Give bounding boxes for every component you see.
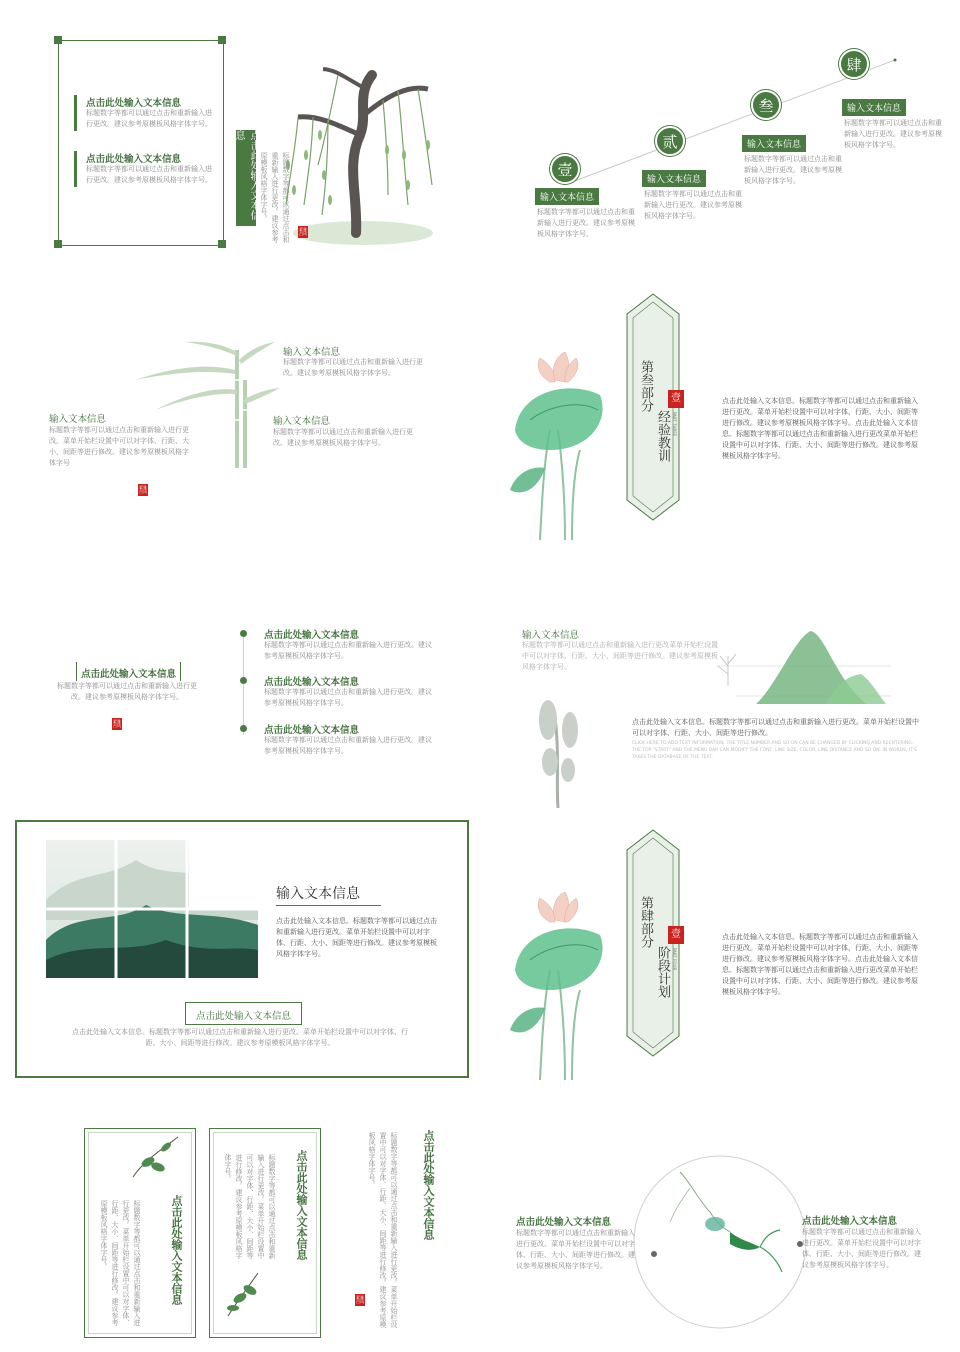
item-bar-2 (74, 151, 77, 187)
item-title-2: 点击此处输入文本信息 (86, 154, 182, 165)
section-part: 第肆部分 (638, 896, 653, 948)
step-num-2: 贰 (655, 126, 685, 156)
item-body-2: 标题数字等都可以通过点击和重新输入进行更改。建议参考原模板风格字体字号。 (264, 688, 432, 707)
red-seal: 素雅古风 (356, 1295, 364, 1304)
corner-br (218, 240, 226, 248)
item-title-2: 点击此处输入文本信息 (264, 677, 360, 688)
step-num-3: 叁 (751, 90, 781, 120)
text-a-title: 输入文本信息 (283, 347, 341, 358)
leaf-sprig-illustration (218, 1268, 273, 1318)
mountain-illustration (716, 626, 896, 706)
leaf-sprig-illustration (128, 1132, 183, 1182)
section-name: 阶段计划 (655, 946, 670, 998)
dot-1 (240, 630, 247, 637)
step-num-4: 肆 (839, 49, 869, 79)
slide-7 (0, 810, 480, 1080)
red-seal: 素雅古风 (299, 227, 307, 236)
card-2-title: 点击此处输入文本信息 (295, 1150, 308, 1260)
dot-2 (240, 677, 247, 684)
body: 点击此处输入文本信息。标题数字等都可以通过点击和重新输入进行更改。菜单开始栏设置中可以对字体、行距、大小、间距等进行修改。建议参考原模板风格字体字号。 (276, 917, 437, 958)
lotus-illustration (510, 890, 620, 1080)
slide-5 (0, 540, 480, 810)
item-bar-1 (74, 95, 77, 131)
left-title-box (76, 662, 181, 681)
step-body-3: 标题数字等都可以通过点击和重新输入进行更改。建议参考原模板风格字体字号。 (744, 155, 842, 185)
corner-tl (54, 36, 62, 44)
slide-4 (480, 270, 960, 540)
center-button[interactable] (185, 1002, 302, 1025)
section-en: PART THREE (672, 412, 677, 437)
section-name: 经验教训 (655, 410, 670, 462)
item-body-2: 标题数字等都可以通过点击和重新输入进行更改。建议参考原模板风格字体字号。 (86, 165, 212, 184)
vertical-body: 标题数字等都可以通过点击和重新输入进行更改。建议参考原模板风格字体字号。 (260, 152, 290, 243)
section-badge: 壹 (668, 926, 684, 944)
willow-tree-illustration (268, 55, 448, 255)
slide-8 (480, 810, 960, 1080)
step-num-1: 壹 (550, 154, 580, 184)
column-body: 标题数字等都可以通过点击和重新输入进行更改。菜单开始栏设置中可以对字体、行距、大小、间距等进行修改。建议参考原模板风格字体字号。 (368, 1132, 398, 1328)
step-body-4: 标题数字等都可以通过点击和重新输入进行更改。建议参考原模板风格字体字号。 (844, 119, 942, 149)
red-seal: 素雅古风 (139, 485, 147, 494)
timeline-vertical (243, 635, 244, 735)
frame (58, 40, 224, 246)
left-title: 点击此处输入文本信息 (81, 669, 177, 680)
corner-tr (218, 36, 226, 44)
landscape-grid (46, 840, 258, 978)
item-body-1: 标题数字等都可以通过点击和重新输入进行更改。建议参考原模板风格字体字号。 (264, 641, 432, 660)
section-body: 点击此处输入文本信息。标题数字等都可以通过点击和重新输入进行更改。菜单开始栏设置中可以对字体、行距、大小、间距等进行修改。建议参考原模板风格字体字号。点击此处输入文本信息。标题数字等都可以通过点击和重新输入进行更改菜单开始栏设置中可以对字体、行距、大小、间距等进行修改。建议参考原模板风格字体字号。 (722, 933, 918, 996)
top-title: 输入文本信息 (522, 630, 580, 641)
text-c-body: 标题数字等都可以通过点击和重新输入进行更改。建议参考原模板风格字体字号。 (273, 428, 413, 447)
text-c-title: 输入文本信息 (273, 416, 331, 427)
column-title: 点击此处输入文本信息 (422, 1130, 435, 1240)
right-body: 标题数字等都可以通过点击和重新输入进行更改。菜单开始栏设置中可以对字体、行距、大小、间距等进行修改。建议参考原模板风格字体字号。 (802, 1228, 921, 1269)
left-title: 点击此处输入文本信息 (516, 1217, 612, 1228)
circle-frame (630, 1152, 810, 1332)
center-button-label: 点击此处输入文本信息 (196, 1011, 292, 1022)
title: 输入文本信息 (276, 886, 360, 902)
step-body-2: 标题数字等都可以通过点击和重新输入进行更改。建议参考原模板风格字体字号。 (644, 190, 742, 220)
item-title-1: 点击此处输入文本信息 (264, 630, 360, 641)
text-a-body: 标题数字等都可以通过点击和重新输入进行更改。建议参考原模板风格字体字号。 (283, 358, 423, 377)
step-label-4: 输入文本信息 (842, 99, 906, 116)
card-2-body: 标题数字等都可以通过点击和重新输入进行更改。菜单开始栏设置中可以对字体、行距、大小、间距等进行修改。建议参考原模板风格字体字号。 (224, 1154, 276, 1259)
section-en: PART FOUR (672, 948, 677, 971)
title-underline (276, 905, 381, 906)
footer-text: 点击此处输入文本信息。标题数字等都可以通过点击和重新输入进行更改。菜单开始栏设置中可以对字体、行距、大小、间距等进行修改。建议参考原模板风格字体字号。 (72, 1028, 408, 1047)
section-badge: 壹 (668, 390, 684, 408)
item-title-1: 点击此处输入文本信息 (86, 98, 182, 109)
slide-2 (480, 0, 960, 270)
slide-9 (0, 1080, 480, 1352)
item-body-3: 标题数字等都可以通过点击和重新输入进行更改。建议参考原模板风格字体字号。 (264, 736, 432, 755)
plant-illustration (520, 690, 600, 810)
text-b-title: 输入文本信息 (49, 414, 107, 425)
red-seal: 素雅古风 (113, 719, 121, 728)
vertical-title: 点击此处输入文本信息 (233, 130, 259, 220)
lotus-illustration (510, 350, 620, 540)
step-label-2: 输入文本信息 (642, 170, 706, 187)
card-1-title: 点击此处输入文本信息 (170, 1195, 183, 1305)
card-1-body: 标题数字等都可以通过点击和重新输入进行更改。菜单开始栏设置中可以对字体、行距、大小、间距等进行修改。建议参考原模板风格字体字号。 (100, 1200, 141, 1326)
vertical-title-box (233, 130, 259, 226)
item-body-1: 标题数字等都可以通过点击和重新输入进行更改。建议参考原模板风格字体字号。 (86, 109, 212, 128)
top-body: 标题数字等都可以通过点击和重新输入进行更改菜单开始栏设置中可以对字体、行距、大小、间距等进行修改。建议参考原模板风格字体字号。 (522, 641, 718, 671)
slide-3 (0, 270, 480, 540)
item-title-3: 点击此处输入文本信息 (264, 725, 360, 736)
dot-3 (240, 725, 247, 732)
slide-6 (480, 540, 960, 810)
text-b-body: 标题数字等都可以通过点击和重新输入进行更改。菜单开始栏设置中可以对字体、行距、大小、间距等进行修改。建议参考原模板风格字体字号 (49, 426, 189, 467)
section-body: 点击此处输入文本信息。标题数字等都可以通过点击和重新输入进行更改。菜单开始栏设置中可以对字体、行距、大小、间距等进行修改。建议参考原模板风格字体字号。点击此处输入文本信息。标题数字等都可以通过点击和重新输入进行更改菜单开始栏设置中可以对字体、行距、大小、间距等进行修改。建议参考原模板风格字体字号。 (722, 397, 918, 460)
step-label-1: 输入文本信息 (535, 188, 599, 205)
right-title: 点击此处输入文本信息 (802, 1216, 898, 1227)
english-text: CLICK HERE TO ADD TEXT INFORMATION. THE TITLE NUMBER AND SO ON CAN BE CHANGED BY CLICKING AND REENTERING. THE TOP "START" AND THE MENU BAR CAN MODIFY THE FONT, LINE SIZE, COLOR, LINE DISTANCE AND SO ON. IN WORDS, IT'S TAKES THE DATABASE OF THE TEXT. (632, 741, 918, 760)
left-body: 标题数字等都可以通过点击和重新输入进行更改。菜单开始栏设置中可以对字体、行距、大小、间距等进行修改。建议参考原模板风格字体字号。 (516, 1229, 635, 1270)
step-label-3: 输入文本信息 (742, 135, 806, 152)
left-body: 标题数字等都可以通过点击和重新输入进行更改。建议参考原模板风格字体字号。 (57, 682, 197, 701)
main-text: 点击此处输入文本信息。标题数字等都可以通过点击和重新输入进行更改。菜单开始栏设置中可以对字体、行距、大小、间距等进行修改。 (632, 718, 919, 737)
step-body-1: 标题数字等都可以通过点击和重新输入进行更改。建议参考原模板风格字体字号。 (537, 208, 635, 238)
corner-bl (54, 240, 62, 248)
section-part: 第叁部分 (638, 360, 653, 412)
slide-10 (480, 1080, 960, 1352)
slide-1 (0, 0, 480, 270)
